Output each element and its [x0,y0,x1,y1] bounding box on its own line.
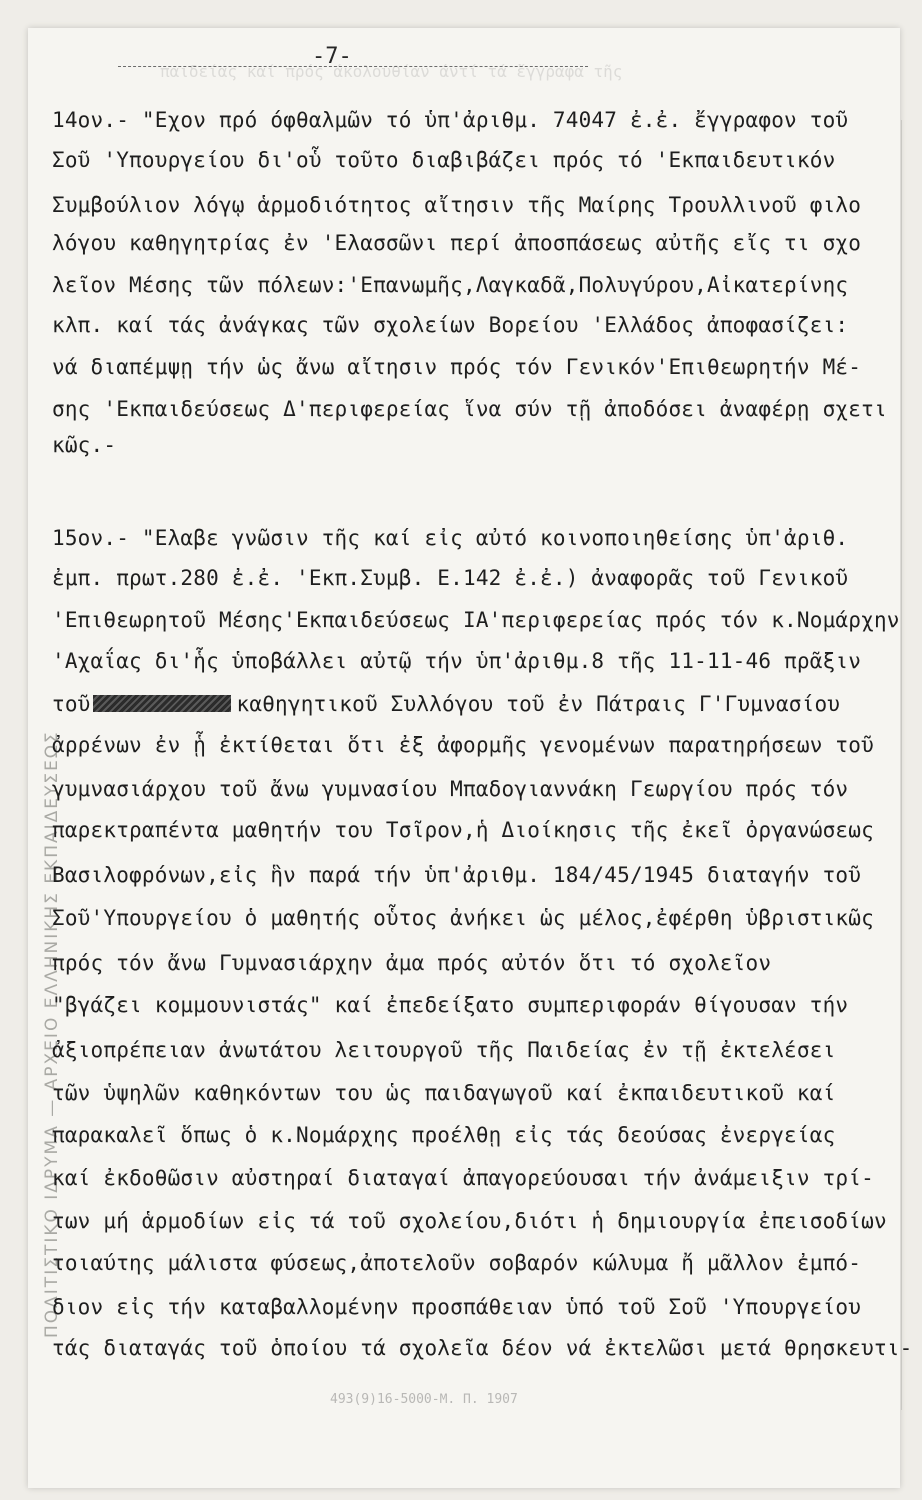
text-line: Σοῦ 'Υπουργείου δι'οὗ τοῦτο διαβιβάζει πρός τό 'Εκπαιδευτικόν [52,148,836,172]
text-line: Συμβούλιον λόγῳ ἁρμοδιότητος αἴτησιν τῆς Μαίρης Τρουλλινοῦ φιλο [52,193,862,217]
header-rule [118,66,588,68]
text-line: 14ον.- "Εχον πρό όφθαλμῶν τό ὑπ'ἀριθμ. 74047 ἐ.ἐ. ἔγγραφον τοῦ [52,108,849,132]
text-line: πρός τόν ἄνω Γυμνασιάρχην ἀμα πρός αὐτόν ὅτι τό σχολεῖον [52,951,772,975]
text-line: καί ἐκδοθῶσιν αὐστηραί διαταγαί ἀπαγορεύουσαι τήν ἀνάμειξιν τρί- [52,1166,874,1190]
redaction-mark [93,695,231,712]
text-line: νά διαπέμψῃ τήν ὡς ἄνω αἴτησιν πρός τόν Γενικόν'Επιθεωρητήν Μέ- [52,355,862,379]
text-line: Βασιλοφρόνων,εἰς ἣν παρά τήν ὑπ'ἀριθμ. 184/45/1945 διαταγήν τοῦ [52,863,862,887]
text-line: διον εἰς τήν καταβαλλομένην προσπάθειαν ὑπό τοῦ Σοῦ 'Υπουργείου [52,1295,862,1319]
text-line: 15ον.- "Ελαβε γνῶσιν τῆς καί εἰς αὐτό κοινοποιηθείσης ὑπ'ἀριθ. [52,526,849,550]
text-line: "βγάζει κομμουνιστάς" καί ἐπεδείξατο συμπεριφοράν θίγουσαν τήν [52,993,849,1017]
text-line: 'Επιθεωρητοῦ Μέσης'Εκπαιδεύσεως ΙΑ'περιφερείας πρός τόν κ.Νομάρχην [52,608,900,632]
text-line: παρεκτραπέντα μαθητήν του Τσῖρον,ἡ Διοίκησις τῆς ἐκεῖ ὀργανώσεως [52,818,874,842]
text-line: τοιαύτης μάλιστα φύσεως,ἀποτελοῦν σοβαρόν κώλυμα ἤ μᾶλλον ἐμπό- [52,1251,862,1275]
page-number: -7- [312,44,352,69]
text-line: κλπ. καί τάς ἀνάγκας τῶν σχολείων Βορείου 'Ελλάδος ἀποφασίζει: [52,313,849,337]
text-line [52,689,882,719]
text-line: ἐμπ. πρωτ.280 ἐ.ἐ. 'Εκπ.Συμβ. Ε.142 ἐ.ἐ.) ἀναφορᾶς τοῦ Γενικοῦ [52,566,849,590]
text-line: σης 'Εκπαιδεύσεως Δ'περιφερείας ἵνα σύν τῇ ἀποδόσει ἀναφέρῃ σχετι [52,397,887,421]
text-line: ἀρρένων ἐν ᾗ ἐκτίθεται ὅτι ἐξ ἀφορμῆς γενομένων παρατηρήσεων τοῦ [52,733,874,757]
text-line: παρακαλεῖ ὅπως ὁ κ.Νομάρχης προέλθῃ εἰς τάς δεούσας ἐνεργείας [52,1123,836,1147]
text-line: 'Αχαΐας δι'ἧς ὑποβάλλει αὐτῷ τήν ὑπ'ἀριθμ.8 τῆς 11-11-46 πρᾶξιν [52,649,862,673]
text-line: κῶς.- [52,433,117,457]
page-edge-line [901,120,903,1410]
text-line: τάς διαταγάς τοῦ ὁποίου τά σχολεῖα δέον νά ἐκτελῶσι μετά θρησκευτι- [52,1336,913,1360]
text-line: λόγου καθηγητρίας ἐν 'Ελασσῶνι περί ἀποσπάσεως αὐτῆς εἴς τι σχο [52,231,862,255]
margin-stamp-text: ΠΟΛΙΤΙΣΤΙΚΟ ΙΔΡΥΜΑ — ΑΡΧΕΙΟ ΕΛΛΗΝΙΚΗΣ ΕΚΠΑΙΔΕΥΣΕΩΣ [42,730,62,1338]
text-fragment: καθηγητικοῦ Συλλόγου τοῦ ἐν Πάτραις Γ'Γυμνασίου [236,692,841,716]
text-line: τῶν ὑψηλῶν καθηκόντων του ὡς παιδαγωγοῦ καί ἐκπαιδευτικοῦ καί [52,1081,836,1105]
text-fragment: τοῦ [52,692,91,716]
text-line: ἀξιοπρέπειαν ἀνωτάτου λειτουργοῦ τῆς Παιδείας ἐν τῇ ἐκτελέσει [52,1038,836,1062]
text-line: λεῖον Μέσης τῶν πόλεων:'Επανωμῆς,Λαγκαδᾶ,Πολυγύρου,Αἰκατερίνης [52,273,849,297]
printer-imprint: 493(9)16-5000-Μ. Π. 1907 [330,1392,518,1407]
text-line: Σοῦ'Υπουργείου ὁ μαθητής οὗτος ἀνήκει ὡς μέλος,ἐφέρθη ὑβριστικῶς [52,906,874,930]
bleed-through-text: παιδείας καί πρός άκολουθίαν άντί τά ἔγγραφα τῆς [160,62,623,81]
text-line: των μή ἁρμοδίων εἰς τά τοῦ σχολείου,διότι ἡ δημιουργία ἐπεισοδίων [52,1209,887,1233]
text-line: γυμνασιάρχου τοῦ ἄνω γυμνασίου Μπαδογιαννάκη Γεωργίου πρός τόν [52,777,849,801]
